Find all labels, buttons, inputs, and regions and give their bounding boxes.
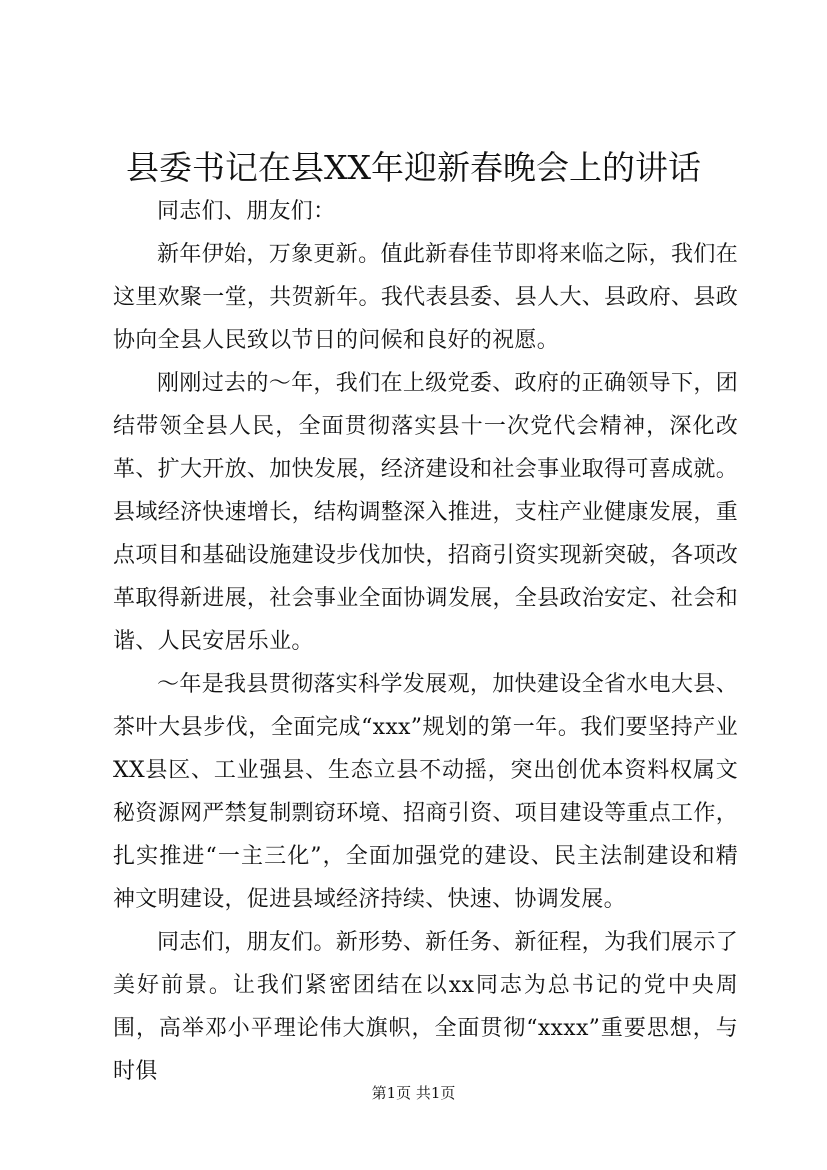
body-paragraph: 新年伊始，万象更新。值此新春佳节即将来临之际，我们在这里欢聚一堂，共贺新年。我代表县委、县人大、县政府、县政协向全县人民致以节日的问候和良好的祝愿。: [113, 242, 738, 353]
body-paragraph: 同志们，朋友们。新形势、新任务、新征程，为我们展示了美好前景。让我们紧密团结在以xx同志为总书记的党中央周围，高举邓小平理论伟大旗帜，全面贯彻“xxxx”重要思想，与时俱: [113, 930, 738, 1084]
document-title: 县委书记在县XX年迎新春晚会上的讲话: [126, 148, 701, 187]
body-paragraph: ～年是我县贯彻落实科学发展观，加快建设全省水电大县、茶叶大县步伐，全面完成“xxx”规划的第一年。我们要坚持产业XX县区、工业强县、生态立县不动摇，突出创优本资料权属文秘资源网严禁复制剽窃环境、招商引资、项目建设等重点工作，扎实推进“一主三化”，全面加强党的建设、民主法制建设和精神文明建设，促进县域经济持续、快速、协调发展。: [113, 672, 738, 912]
salutation-paragraph: 同志们、朋友们：: [157, 199, 336, 224]
body-paragraph: 刚刚过去的～年，我们在上级党委、政府的正确领导下，团结带领全县人民，全面贯彻落实县十一次党代会精神，深化改革、扩大开放、加快发展，经济建设和社会事业取得可喜成就。县域经济快速增长，结构调整深入推进，支柱产业健康发展，重点项目和基础设施建设步伐加快，招商引资实现新突破，各项改革取得新进展，社会事业全面协调发展，全县政治安定、社会和谐、人民安居乐业。: [113, 371, 738, 654]
document-body: [113, 190, 738, 1093]
page-number-footer: 第1页 共1页: [371, 1084, 456, 1102]
